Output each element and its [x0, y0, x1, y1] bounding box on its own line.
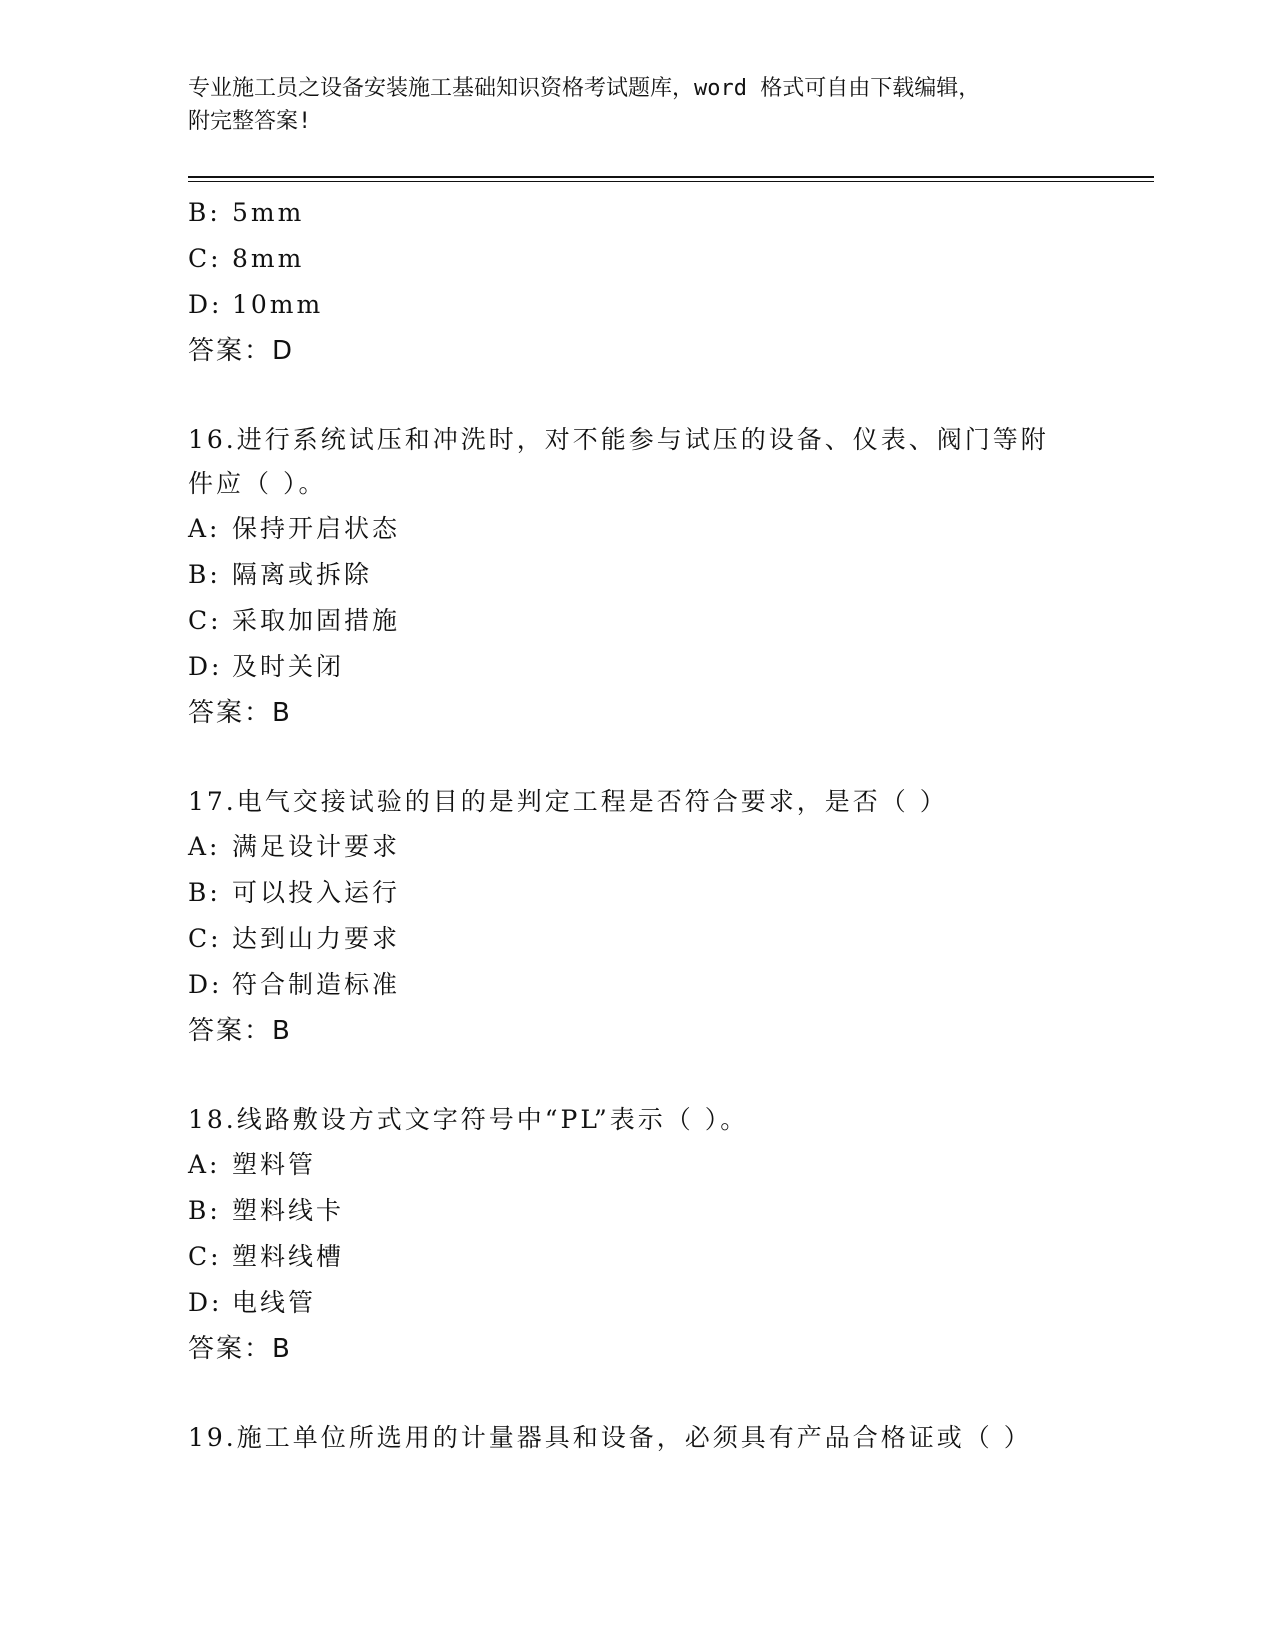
option-d: D: 10mm	[188, 290, 324, 319]
option-d: D: 符合制造标准	[188, 970, 401, 999]
question-text: 16.进行系统试压和冲洗时，对不能参与试压的设备、仪表、阀门等附件应（ ）。	[188, 425, 1049, 498]
question-text: 18.线路敷设方式文字符号中“PL”表示（ ）。	[188, 1105, 749, 1134]
option-b: B: 可以投入运行	[188, 878, 401, 907]
question-17	[188, 780, 1088, 1054]
question-19	[188, 1416, 1088, 1460]
header-divider-bottom	[188, 181, 1154, 182]
answer-line: 答案：B	[188, 1334, 291, 1364]
question-text: 19.施工单位所选用的计量器具和设备，必须具有产品合格证或（ ）	[188, 1423, 1032, 1452]
document-header	[188, 72, 1088, 138]
question-18	[188, 1098, 1088, 1372]
option-c: C: 采取加固措施	[188, 606, 401, 635]
header-line-1: 专业施工员之设备安装施工基础知识资格考试题库，word 格式可自由下载编辑，	[188, 76, 981, 101]
question-list	[188, 190, 1088, 1460]
option-d: D: 电线管	[188, 1288, 317, 1317]
header-line-2: 附完整答案!	[188, 109, 312, 134]
option-a: A: 塑料管	[188, 1150, 317, 1179]
answer-line: 答案：B	[188, 1016, 291, 1046]
question-15-continued	[188, 190, 1088, 374]
option-d: D: 及时关闭	[188, 652, 345, 681]
question-text: 17.电气交接试验的目的是判定工程是否符合要求，是否（ ）	[188, 787, 948, 816]
option-b: B: 隔离或拆除	[188, 560, 373, 589]
answer-line: 答案：D	[188, 336, 294, 366]
option-a: A: 满足设计要求	[188, 832, 401, 861]
option-c: C: 塑料线槽	[188, 1242, 345, 1271]
option-c: C: 8mm	[188, 244, 305, 273]
header-divider-top	[188, 176, 1154, 178]
option-a: A: 保持开启状态	[188, 514, 401, 543]
option-b: B: 塑料线卡	[188, 1196, 345, 1225]
question-16	[188, 418, 1088, 736]
option-b: B: 5mm	[188, 198, 305, 227]
option-c: C: 达到山力要求	[188, 924, 401, 953]
answer-line: 答案：B	[188, 698, 291, 728]
